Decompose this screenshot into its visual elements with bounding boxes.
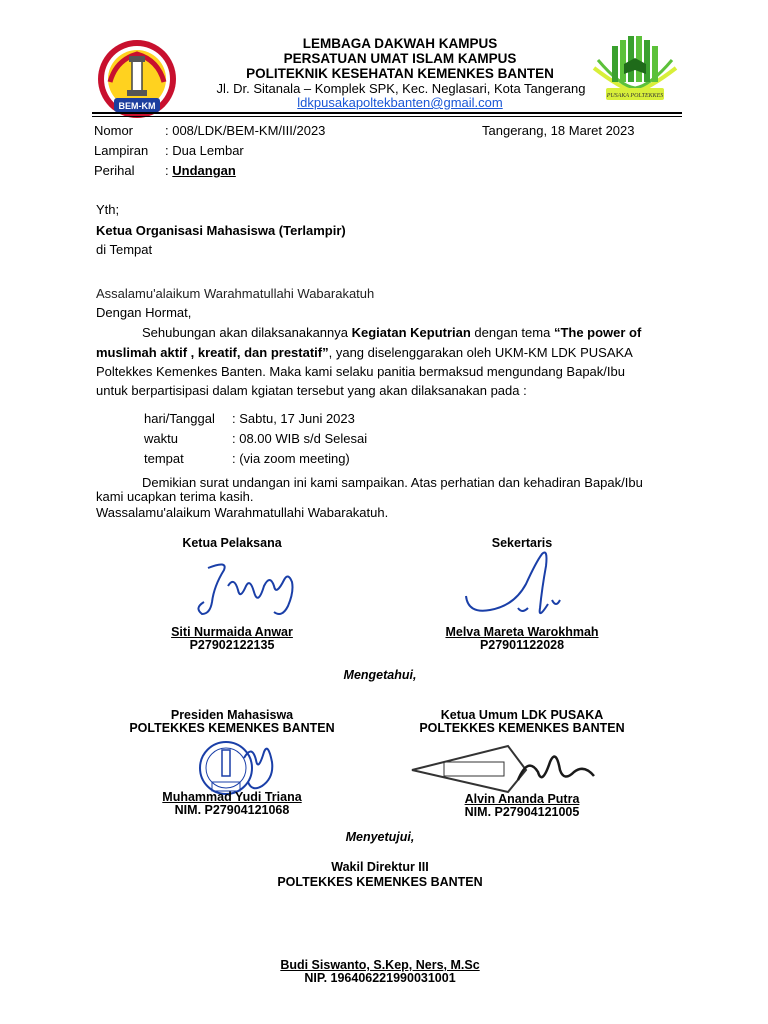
bem-km-logo-text: BEM-KM xyxy=(118,101,156,111)
body-paragraph-line-1: Sehubungan akan dilaksanakannya Kegiatan Keputrian dengan tema “The power of xyxy=(142,325,642,340)
presiden-id: NIM. P27904121068 xyxy=(174,803,290,817)
recipient-place: di Tempat xyxy=(96,242,153,257)
detail-value-date: : Sabtu, 17 Juni 2023 xyxy=(232,411,355,426)
letterhead-rule-thin xyxy=(92,116,682,117)
ketua-pelaksana-name: Siti Nurmaida Anwar xyxy=(171,625,293,639)
presiden-title-1: Presiden Mahasiswa xyxy=(170,708,294,722)
ldk-id: NIM. P27904121005 xyxy=(464,805,580,819)
letterhead-line-2: PERSATUAN UMAT ISLAM KAMPUS xyxy=(283,51,517,66)
ldk-stamp xyxy=(408,736,608,798)
wadir-id: NIP. 196406221990031001 xyxy=(304,971,456,985)
perihal-value: : Undangan xyxy=(165,163,236,178)
body-paragraph-line-4: untuk berpartisipasi dalam kgiatan tersebut yang akan dilaksanakan pada : xyxy=(96,383,527,398)
detail-value-time: : 08.00 WIB s/d Selesai xyxy=(232,431,368,446)
presiden-name: Muhammad Yudi Triana xyxy=(162,790,302,804)
nomor-value: : 008/LDK/BEM-KM/III/2023 xyxy=(165,123,326,138)
perihal-subject: Undangan xyxy=(172,163,236,178)
detail-value-place: : (via zoom meeting) xyxy=(232,451,350,466)
ketua-pelaksana-id: P27902122135 xyxy=(189,638,275,652)
detail-label-date: hari/Tanggal xyxy=(144,411,215,426)
wadir-title-1: Wakil Direktur III xyxy=(331,860,429,874)
letter-date: Tangerang, 18 Maret 2023 xyxy=(482,123,635,138)
letterhead-email-link[interactable]: ldkpusakapoltekbanten@gmail.com xyxy=(297,95,503,110)
salutation-yth: Yth; xyxy=(96,202,120,217)
letterhead-line-1: LEMBAGA DAKWAH KAMPUS xyxy=(302,36,498,51)
detail-label-place: tempat xyxy=(144,451,184,466)
mengetahui-label: Mengetahui, xyxy=(343,668,417,682)
ketua-signature xyxy=(188,556,308,626)
recipient-name: Ketua Organisasi Mahasiswa (Terlampir) xyxy=(96,223,346,238)
wadir-name: Budi Siswanto, S.Kep, Ners, M.Sc xyxy=(280,958,480,972)
letterhead-rule xyxy=(92,112,682,114)
sekretaris-name: Melva Mareta Warokhmah xyxy=(445,625,599,639)
ldk-title-1: Ketua Umum LDK PUSAKA xyxy=(440,708,604,722)
nomor-label: Nomor xyxy=(94,123,134,138)
perihal-label: Perihal xyxy=(94,163,135,178)
closing-line-2: kami ucapkan terima kasih. xyxy=(96,489,254,504)
closing-line-3: Wassalamu'alaikum Warahmatullahi Wabarakatuh. xyxy=(96,505,389,520)
ldk-pusaka-logo-text: PUSAKA POLTEKKES xyxy=(606,93,664,99)
body-paragraph-line-2: muslimah aktif , kreatif, dan prestatif”, yang diselenggarakan oleh UKM-KM LDK PUSAKA xyxy=(96,345,633,360)
lampiran-label: Lampiran xyxy=(94,143,149,158)
detail-label-time: waktu xyxy=(144,431,178,446)
bem-km-logo xyxy=(96,38,178,120)
lampiran-value: : Dua Lembar xyxy=(165,143,244,158)
sekretaris-title: Sekertaris xyxy=(491,536,553,550)
bem-km-stamp xyxy=(192,738,292,798)
sekretaris-signature xyxy=(456,548,586,628)
ketua-pelaksana-title: Ketua Pelaksana xyxy=(182,536,282,550)
closing-line-1: Demikian surat undangan ini kami sampaikan. Atas perhatian dan kehadiran Bapak/Ibu xyxy=(142,475,643,490)
body-paragraph-line-3: Poltekkes Kemenkes Banten. Maka kami selaku panitia bermaksud mengundang Bapak/Ibu xyxy=(96,364,625,379)
respect-greeting: Dengan Hormat, xyxy=(96,305,192,320)
opening-greeting: Assalamu'alaikum Warahmatullahi Wabarakatuh xyxy=(96,286,375,301)
letterhead-address: Jl. Dr. Sitanala – Komplek SPK, Kec. Neglasari, Kota Tangerang xyxy=(216,81,586,96)
ldk-name: Alvin Ananda Putra xyxy=(464,792,580,806)
menyetujui-label: Menyetujui, xyxy=(345,830,415,844)
letterhead-line-3: POLITEKNIK KESEHATAN KEMENKES BANTEN xyxy=(246,66,554,81)
sekretaris-id: P27901122028 xyxy=(479,638,565,652)
wadir-title-2: POLTEKKES KEMENKES BANTEN xyxy=(277,875,483,889)
presiden-title-2: POLTEKKES KEMENKES BANTEN xyxy=(129,721,335,735)
ldk-title-2: POLTEKKES KEMENKES BANTEN xyxy=(419,721,625,735)
